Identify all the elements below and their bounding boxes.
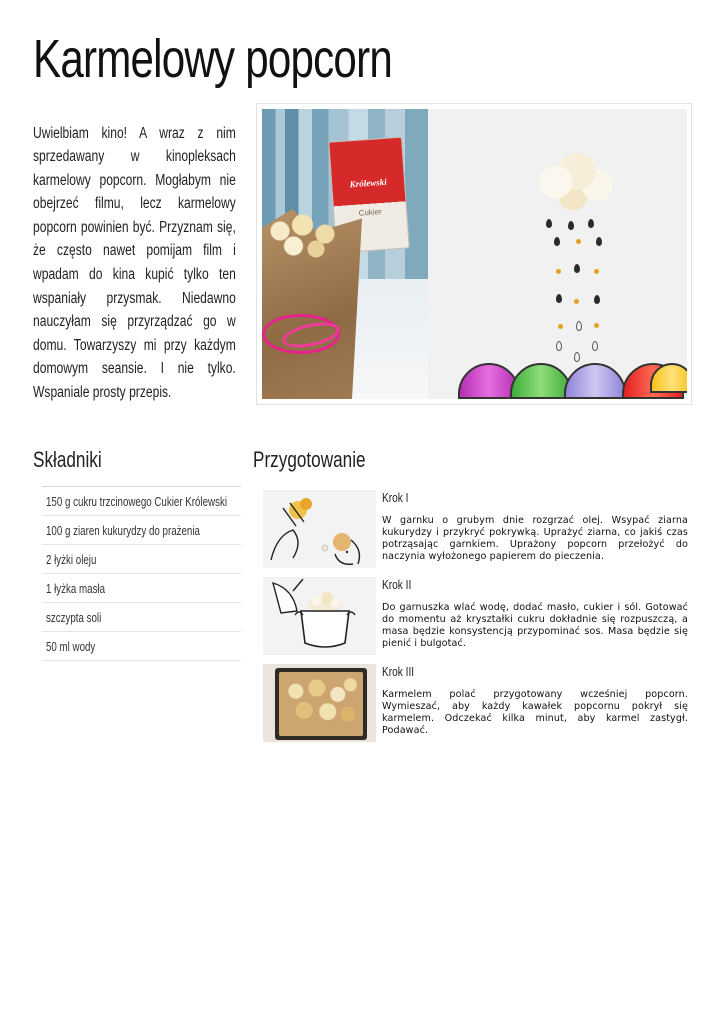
umbrella-lilac xyxy=(564,363,626,399)
hero-image xyxy=(256,103,692,405)
step-2-label: Krok II xyxy=(382,577,412,592)
hero-photo-popcorn-bag xyxy=(262,109,428,399)
popcorn-cloud xyxy=(530,147,616,217)
sugar-bag-label: Cukier xyxy=(358,207,383,218)
ingredient-item: 150 g cukru trzcinowego Cukier Królewski xyxy=(42,487,241,516)
step-3-text: Karmelem polać przygotowany wcześniej popcorn. Wymieszać, aby każdy kawałek popcornu pokrył się karmelem. Odczekać kilka minut, aby karmel zastygł. Podawać. xyxy=(382,689,688,736)
sugar-bag-brand: Królewski xyxy=(349,176,387,190)
page-title: Karmelowy popcorn xyxy=(33,29,392,89)
ingredient-item: szczypta soli xyxy=(42,603,241,632)
ingredient-item: 2 łyżki oleju xyxy=(42,545,241,574)
umbrella-green xyxy=(510,363,572,399)
ingredient-item: 1 łyżka masła xyxy=(42,574,241,603)
ingredient-item: 50 ml wody xyxy=(42,632,241,661)
ingredient-item: 100 g ziaren kukurydzy do prażenia xyxy=(42,516,241,545)
step-1-illustration xyxy=(263,490,376,568)
ingredients-list xyxy=(42,486,241,661)
intro-paragraph: Uwielbiam kino! A wraz z nim sprzedawany w kinopleksach karmelowy popcorn. Mogłabym nie obejrzeć filmu, lecz karmelowy popcorn powinien być. Przyznam się, że często nawet pomijam film i wpadam do kina kupić tylko ten wspaniały przysmak. Niedawno nauczyłam się przyrządzać go w domu. Towarzyszy mi przy każdym domowym seansie. I nie tylko. Wspaniale prosty przepis. xyxy=(33,124,236,402)
step-3-photo xyxy=(263,664,376,742)
popcorn-pile xyxy=(262,207,352,267)
step-1-text: W garnku o grubym dnie rozgrzać olej. Wsypać ziarna kukurydzy i przykryć pokrywką. Uprażyć ziarna, co jakiś czas potrząsając garnkiem. Uprażony popcorn przełożyć do naczynia wyłożonego papierem do pieczenia. xyxy=(382,515,688,562)
hero-photo-popcorn-rain xyxy=(428,109,687,399)
preparation-heading: Przygotowanie xyxy=(253,447,366,472)
step-3-label: Krok III xyxy=(382,664,415,679)
step-1-label: Krok I xyxy=(382,490,409,505)
step-2-text: Do garnuszka wlać wodę, dodać masło, cukier i sól. Gotować do momentu aż kryształki cukru dokładnie się rozpuszczą, a masa będzie konsystencją przypominać sos. Masa będzie się pienić i bulgotać. xyxy=(382,602,688,649)
ingredients-heading: Składniki xyxy=(33,447,102,472)
step-2-illustration xyxy=(263,577,376,655)
